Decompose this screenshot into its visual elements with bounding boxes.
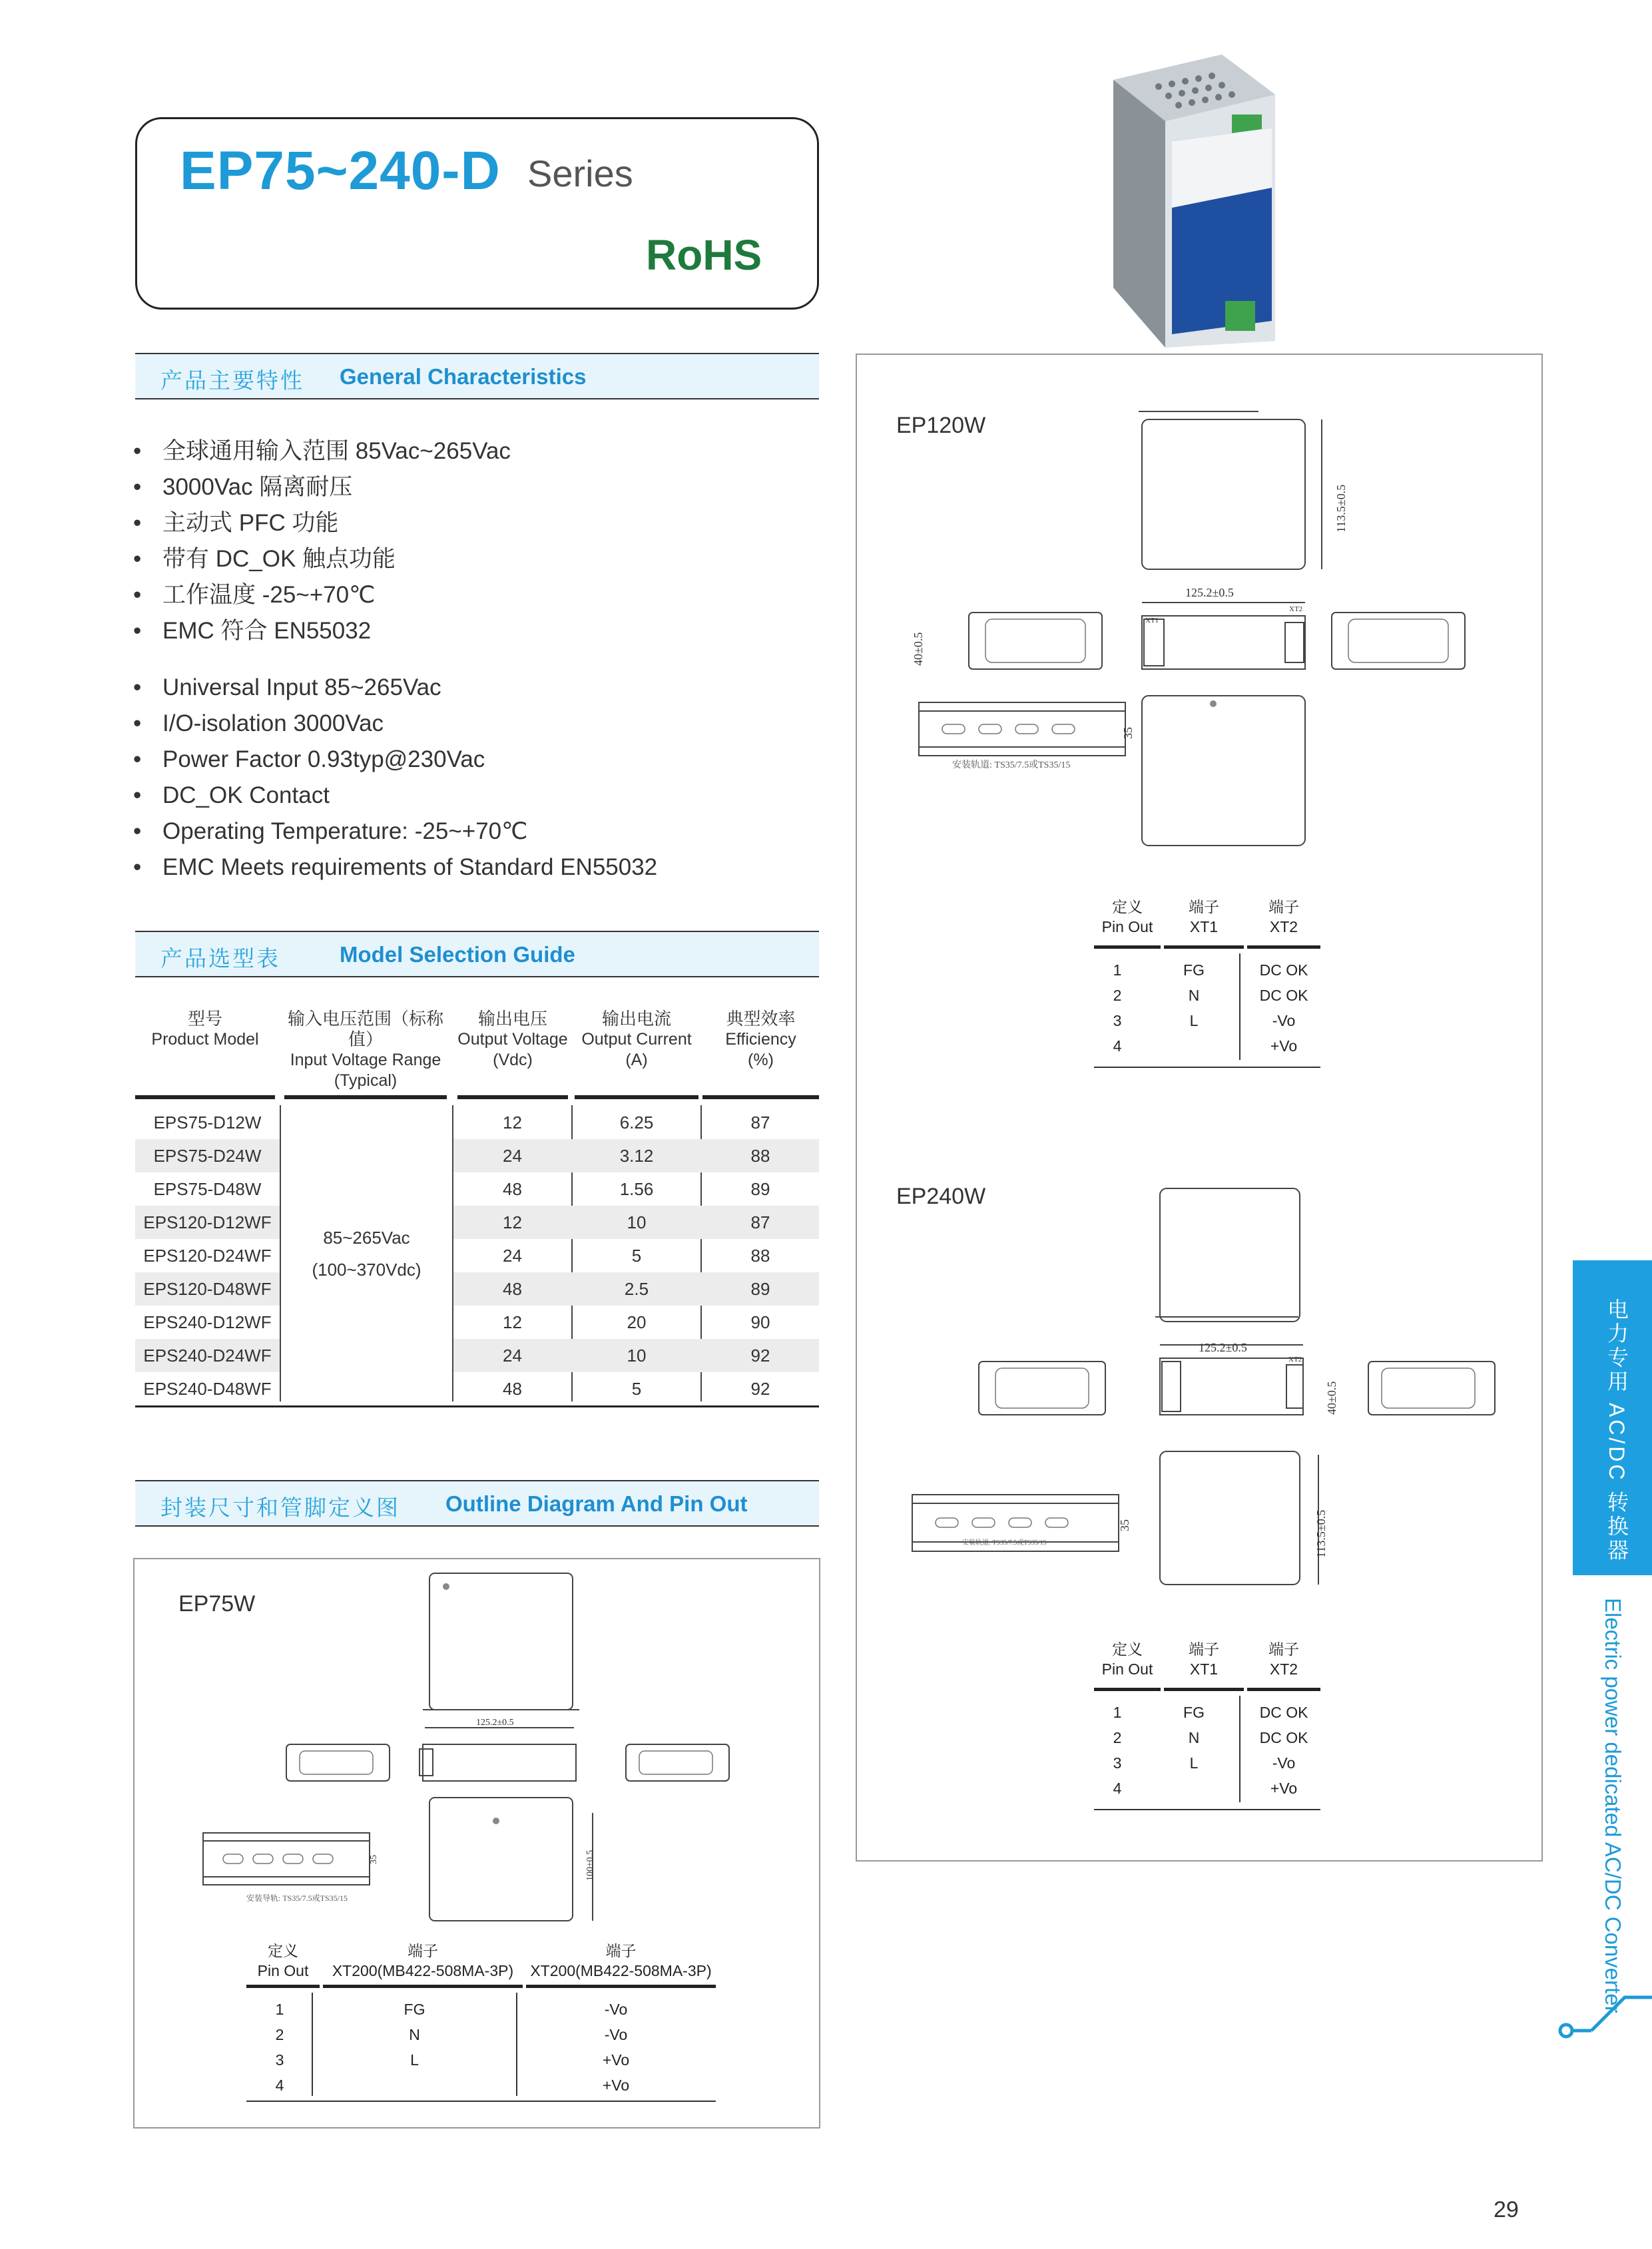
ep240-outline-drawing bbox=[899, 1178, 1512, 1605]
rail-note: 安装轨道: TS35/7.5或TS35/15 bbox=[962, 1539, 1047, 1547]
table-row: EPS75-D48W 48 1.56 89 bbox=[153, 1179, 770, 1199]
ep240-pin-table: 定义 Pin Out 端子 XT1 端子 XT2 1 FG DC OK 2 N DC OK 3 L -Vo 4 +Vo bbox=[1094, 1639, 1320, 1812]
col-header-vout: 输出电压 Output Voltage (Vdc) bbox=[457, 1009, 568, 1069]
dim-label: 113.5±0.5 bbox=[1334, 484, 1348, 533]
feature-bullet: • Universal Input 85~265Vac bbox=[133, 674, 441, 700]
feature-bullet: • I/O-isolation 3000Vac bbox=[133, 710, 384, 736]
table-row: EPS120-D48WF 48 2.5 89 bbox=[143, 1279, 770, 1299]
input-range-cell: 85~265Vac (100~370Vdc) bbox=[312, 1228, 421, 1280]
outline-header bbox=[135, 1480, 819, 1527]
table-row: EPS120-D24WF 24 5 88 bbox=[143, 1246, 770, 1266]
side-decoration-line bbox=[1551, 1964, 1652, 2044]
ep75-outline-drawing bbox=[193, 1568, 759, 1927]
section-title-en: General Characteristics bbox=[340, 364, 587, 389]
table-row: EPS75-D12W 12 6.25 87 bbox=[153, 1113, 770, 1132]
table-row: EPS240-D24WF 24 10 92 bbox=[143, 1346, 770, 1366]
col-header-model: 型号 Product Model bbox=[151, 1009, 259, 1049]
rail-note: 安装导轨: TS35/7.5或TS35/15 bbox=[246, 1893, 348, 1903]
table-row: EPS75-D24W 24 3.12 88 bbox=[153, 1146, 770, 1166]
col-header-input: 输入电压范围（标称值） Input Voltage Range (Typical) bbox=[287, 1009, 443, 1090]
feature-bullet: • DC_OK Contact bbox=[133, 782, 330, 808]
ep120-outline-drawing bbox=[886, 399, 1518, 879]
section-title-en: Model Selection Guide bbox=[340, 942, 575, 967]
feature-bullet: • Power Factor 0.93typ@230Vac bbox=[133, 746, 485, 772]
section-title-cn: 产品主要特性 bbox=[160, 368, 304, 393]
col-header-eff: 典型效率 Efficiency (%) bbox=[725, 1009, 796, 1069]
feature-bullet: • 3000Vac 隔离耐压 bbox=[133, 474, 353, 500]
feature-bullet: • EMC Meets requirements of Standard EN55032 bbox=[133, 854, 658, 880]
dim-label: 35 bbox=[1121, 727, 1135, 739]
table-row: EPS240-D12WF 12 20 90 bbox=[143, 1312, 770, 1332]
xt2-label: XT2 bbox=[1288, 1356, 1302, 1364]
dim-label: 40±0.5 bbox=[912, 632, 925, 666]
feature-bullet: • 主动式 PFC 功能 bbox=[133, 510, 339, 536]
xt2-label: XT2 bbox=[1289, 605, 1303, 613]
feature-bullet: • EMC 符合 EN55032 bbox=[133, 618, 372, 644]
ep240-label: EP240W bbox=[896, 1184, 986, 1209]
page-number: 29 bbox=[1494, 2197, 1519, 2222]
section-title-cn: 产品选型表 bbox=[160, 946, 280, 971]
feature-bullet: • 带有 DC_OK 触点功能 bbox=[133, 546, 396, 572]
general-characteristics-header bbox=[135, 353, 819, 399]
series-model-title: EP75~240-D bbox=[180, 140, 501, 201]
model-selection-table bbox=[135, 1009, 819, 1408]
col-header-iout: 输出电流 Output Current (A) bbox=[581, 1009, 692, 1069]
dim-label: 100±0.5 bbox=[585, 1850, 595, 1881]
model-selection-header bbox=[135, 931, 819, 977]
table-row: EPS120-D12WF 12 10 87 bbox=[143, 1212, 770, 1232]
dim-label: 35 bbox=[369, 1855, 379, 1864]
table-row: EPS240-D48WF 48 5 92 bbox=[143, 1379, 770, 1399]
dim-label: 40±0.5 bbox=[1325, 1381, 1338, 1415]
rail-note: 安装轨道: TS35/7.5或TS35/15 bbox=[952, 760, 1071, 770]
ep75-pin-table: 定义 Pin Out 端子 XT200(MB422-508MA-3P) 端子 XT200(MB422-508MA-3P) 1 FG -Vo 2 N -Vo 3 L +Vo 4 +Vo bbox=[246, 1941, 716, 2107]
section-title-en: Outline Diagram And Pin Out bbox=[445, 1491, 748, 1516]
ep120-pin-table: 定义 Pin Out 端子 XT1 端子 XT2 1 FG DC OK 2 N DC OK 3 L -Vo 4 +Vo bbox=[1094, 897, 1320, 1070]
series-label: Series bbox=[527, 152, 633, 194]
feature-bullet: • 全球通用输入范围 85Vac~265Vac bbox=[133, 438, 511, 464]
dim-label: 125.2±0.5 bbox=[476, 1718, 514, 1728]
feature-bullet: • Operating Temperature: -25~+70℃ bbox=[133, 818, 528, 844]
dim-label: 113.5±0.5 bbox=[1314, 1509, 1328, 1558]
xt1-label: XT1 bbox=[1145, 617, 1159, 625]
dim-label: 125.2±0.5 bbox=[1199, 1341, 1247, 1354]
product-photo bbox=[1105, 55, 1292, 348]
ep75-label: EP75W bbox=[178, 1591, 256, 1617]
side-category-en: Electric power dedicated AC/DC Converter bbox=[1601, 1598, 1625, 2013]
ep120-label: EP120W bbox=[896, 413, 986, 438]
feature-bullet: • 工作温度 -25~+70℃ bbox=[133, 582, 376, 608]
rohs-badge: RoHS bbox=[646, 231, 762, 279]
dim-label: 35 bbox=[1118, 1519, 1131, 1531]
side-category-cn: 电力专用 AC/DC 转换器 bbox=[1605, 1298, 1629, 1563]
dim-label: 125.2±0.5 bbox=[1185, 586, 1234, 599]
section-title-cn: 封装尺寸和管脚定义图 bbox=[160, 1495, 400, 1520]
